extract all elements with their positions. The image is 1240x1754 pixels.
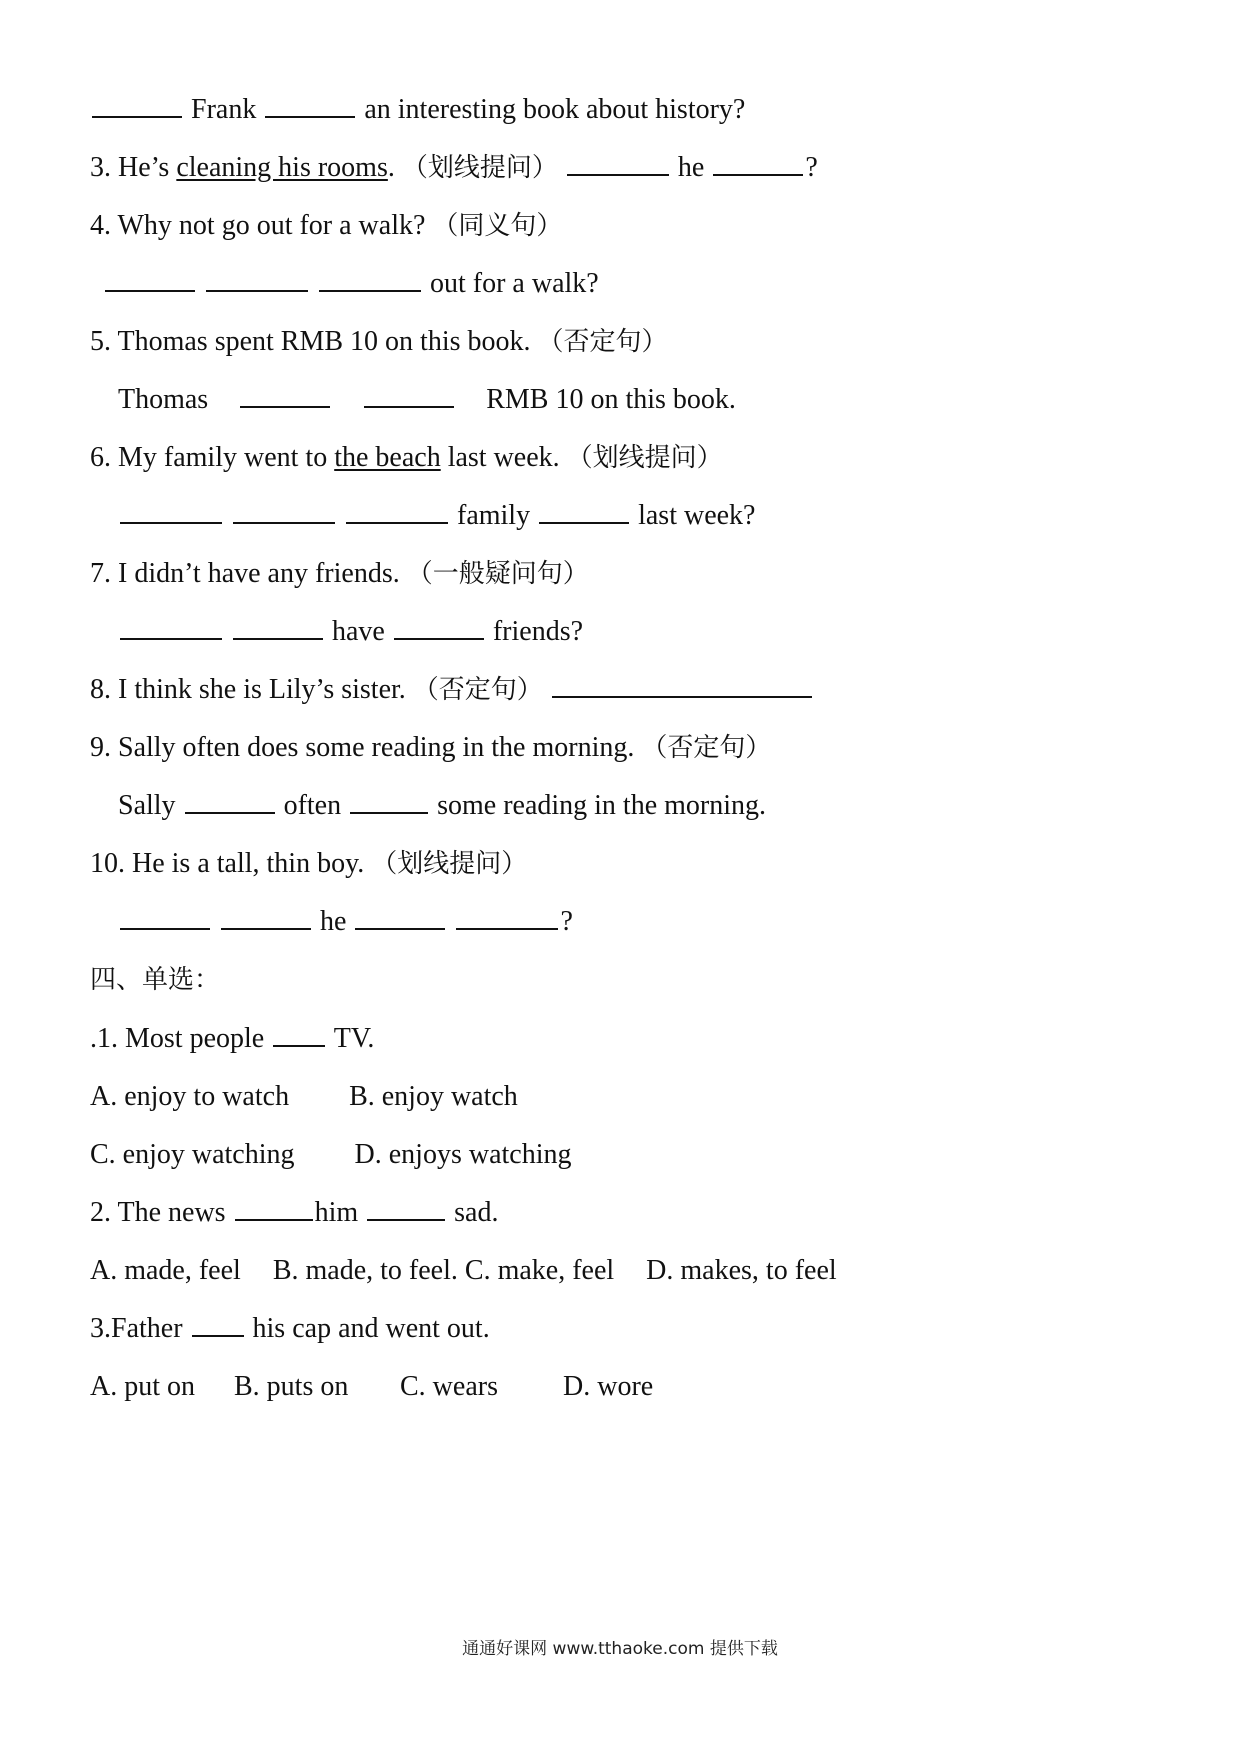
text: he <box>677 152 705 183</box>
text: some reading in the morning. <box>437 790 767 821</box>
question-text: 2. The news <box>90 1197 226 1228</box>
text: out for a walk? <box>430 268 599 299</box>
question-6 <box>90 441 723 475</box>
answer-blank[interactable] <box>350 790 428 814</box>
question-10 <box>90 847 527 881</box>
mc-question-2 <box>90 1196 498 1230</box>
question-text: 5. Thomas spent RMB 10 on this book. <box>90 326 531 357</box>
text: ? <box>805 152 818 183</box>
text: friends? <box>492 616 584 647</box>
question-3 <box>90 151 818 185</box>
answer-blank[interactable] <box>364 384 454 408</box>
text: him <box>314 1197 359 1228</box>
answer-blank[interactable] <box>394 616 484 640</box>
question-9-answer <box>118 789 766 823</box>
answer-blank[interactable] <box>221 906 311 930</box>
question-text: 4. Why not go out for a walk? <box>90 210 426 241</box>
mc-question-3 <box>90 1312 490 1346</box>
text: last week. <box>447 442 560 473</box>
answer-blank[interactable] <box>355 906 445 930</box>
question-8 <box>90 673 814 707</box>
option-d[interactable]: D. enjoys watching <box>354 1139 572 1170</box>
option-c[interactable]: C. wears <box>400 1371 498 1402</box>
text: RMB 10 on this book. <box>486 384 736 415</box>
question-text: 10. He is a tall, thin boy. <box>90 848 365 879</box>
mc-2-options-row <box>90 1254 837 1288</box>
instruction-tag: （划线提问） <box>401 153 558 183</box>
text: sad. <box>454 1197 499 1228</box>
instruction-tag: （划线提问） <box>371 849 528 879</box>
answer-blank[interactable] <box>233 500 335 524</box>
text: Frank <box>191 94 257 125</box>
text: ? <box>560 906 573 937</box>
answer-blank[interactable] <box>92 94 182 118</box>
q2-answer-line <box>90 93 745 127</box>
option-c[interactable]: C. enjoy watching <box>90 1139 295 1170</box>
answer-blank[interactable] <box>713 152 803 176</box>
answer-blank[interactable] <box>456 906 558 930</box>
question-4 <box>90 209 562 243</box>
text: his cap and went out. <box>252 1313 490 1344</box>
underlined-phrase: the beach <box>334 442 441 473</box>
option-a[interactable]: A. made, feel <box>90 1255 241 1286</box>
text: . <box>387 152 395 183</box>
answer-blank[interactable] <box>185 790 275 814</box>
option-d[interactable]: D. makes, to feel <box>646 1255 837 1286</box>
question-5 <box>90 325 668 359</box>
question-text: 7. I didn’t have any friends. <box>90 558 400 589</box>
instruction-tag: （划线提问） <box>566 443 723 473</box>
instruction-tag: （否定句） <box>412 675 543 705</box>
question-text: 3. He’s <box>90 152 170 183</box>
question-9 <box>90 731 771 765</box>
question-text: 6. My family went to <box>90 442 328 473</box>
answer-blank[interactable] <box>233 616 323 640</box>
text: family <box>457 500 531 531</box>
question-7 <box>90 557 589 591</box>
option-d[interactable]: D. wore <box>563 1371 654 1402</box>
mc-question-1 <box>90 1022 374 1056</box>
answer-blank[interactable] <box>567 152 669 176</box>
option-a[interactable]: A. put on <box>90 1371 195 1402</box>
text: have <box>332 616 385 647</box>
answer-blank[interactable] <box>120 500 222 524</box>
page-footer: 通通好课网 www.tthaoke.com 提供下载 <box>462 1639 778 1659</box>
question-text: 9. Sally often does some reading in the morning. <box>90 732 635 763</box>
question-text: 3.Father <box>90 1313 183 1344</box>
option-c[interactable]: C. make, feel <box>464 1255 615 1286</box>
option-a[interactable]: A. enjoy to watch <box>90 1081 290 1112</box>
instruction-tag: （否定句） <box>641 733 772 763</box>
option-b[interactable]: B. puts on <box>234 1371 349 1402</box>
answer-blank[interactable] <box>240 384 330 408</box>
text: often <box>283 790 342 821</box>
answer-blank[interactable] <box>552 674 812 698</box>
mc-1-options-row <box>90 1138 572 1172</box>
answer-blank[interactable] <box>346 500 448 524</box>
answer-blank[interactable] <box>105 268 195 292</box>
section-heading: 四、单选： <box>90 965 221 995</box>
text: he <box>320 906 347 937</box>
text: Thomas <box>118 384 209 415</box>
text: an interesting book about history? <box>364 94 746 125</box>
question-6-answer <box>118 499 755 533</box>
text: last week? <box>638 500 756 531</box>
mc-3-options-row <box>90 1370 653 1404</box>
instruction-tag: （一般疑问句） <box>406 559 589 589</box>
question-4-answer <box>103 267 599 301</box>
question-7-answer <box>118 615 583 649</box>
text: TV. <box>333 1023 375 1054</box>
answer-blank[interactable] <box>539 500 629 524</box>
answer-blank[interactable] <box>120 906 210 930</box>
question-5-answer <box>118 383 736 417</box>
option-b[interactable]: B. made, to feel. <box>272 1255 458 1286</box>
answer-blank[interactable] <box>273 1023 325 1047</box>
answer-blank[interactable] <box>265 94 355 118</box>
answer-blank[interactable] <box>192 1313 244 1337</box>
answer-blank[interactable] <box>120 616 222 640</box>
answer-blank[interactable] <box>319 268 421 292</box>
underlined-phrase: cleaning his rooms <box>176 152 388 183</box>
answer-blank[interactable] <box>235 1197 313 1221</box>
instruction-tag: （否定句） <box>537 327 668 357</box>
option-b[interactable]: B. enjoy watch <box>349 1081 518 1112</box>
mc-1-options-row <box>90 1080 518 1114</box>
question-text: 8. I think she is Lily’s sister. <box>90 674 406 705</box>
question-text: .1. Most people <box>90 1023 265 1054</box>
answer-blank[interactable] <box>206 268 308 292</box>
text: Sally <box>118 790 176 821</box>
question-10-answer <box>118 905 573 939</box>
answer-blank[interactable] <box>367 1197 445 1221</box>
instruction-tag: （同义句） <box>432 211 563 241</box>
